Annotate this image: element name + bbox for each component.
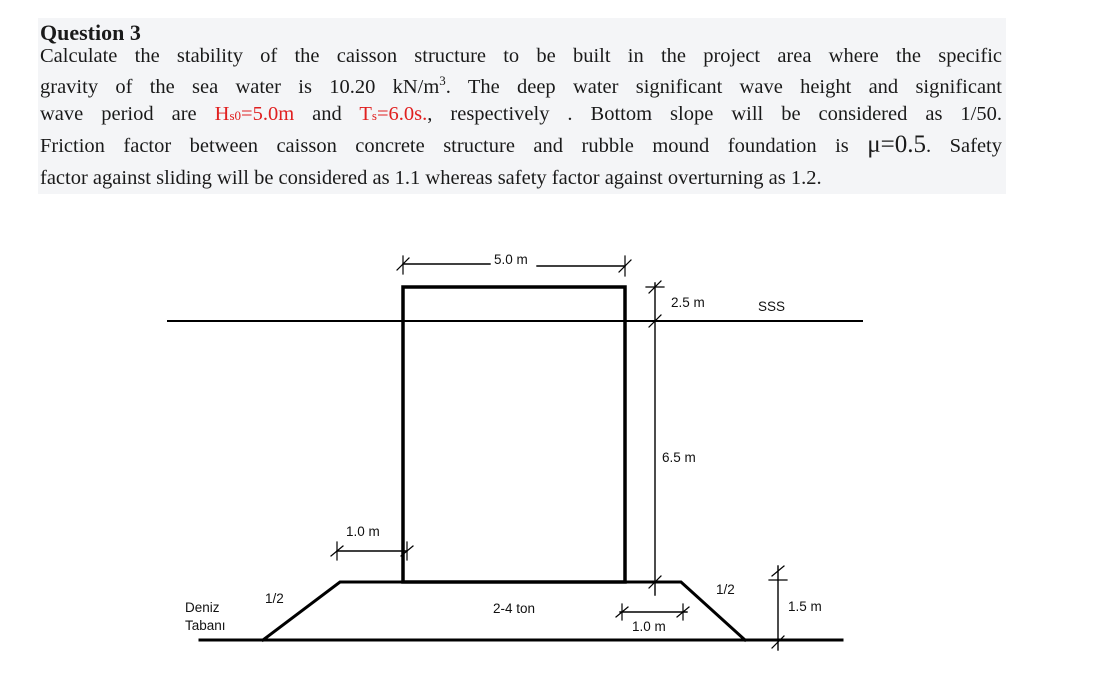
superscript-3: 3 <box>439 73 446 88</box>
friction-value: μ=0.5 <box>867 131 927 158</box>
text-fragment: . The deep water significant wave height and significant <box>445 75 1002 98</box>
berm-width-label: 1.0 m <box>346 524 380 539</box>
caisson-body <box>403 287 625 582</box>
slope-left-label: 1/2 <box>265 591 284 606</box>
depth-label: 6.5 m <box>662 450 696 465</box>
text-fragment: wave period are <box>40 103 215 125</box>
question-line-5: factor against sliding will be considered as 1.1 whereas safety factor against overturning as 1.2. <box>40 167 822 189</box>
text-fragment: gravity of the sea water is 10.20 kN/m <box>40 75 440 98</box>
toe-width-label: 1.0 m <box>632 619 666 634</box>
symbol-h: H <box>214 103 230 125</box>
text-fragment: and <box>294 103 360 125</box>
mound-stone-label: 2-4 ton <box>493 601 536 616</box>
sea-level-label: SSS <box>758 299 786 314</box>
slope-right-label: 1/2 <box>716 582 735 597</box>
subscript-s0: s0 <box>229 108 242 123</box>
hs0-value: =5.0m <box>241 103 295 125</box>
subscript-s: s <box>371 108 377 123</box>
text-fragment: . Safety <box>926 135 1002 157</box>
text-fragment: , respectively . Bottom slope will be considered as 1/50. <box>427 103 1002 125</box>
ts-value: =6.0s. <box>376 103 428 125</box>
symbol-t: T <box>359 103 372 125</box>
seabed-label-line1: Deniz <box>185 600 220 615</box>
freeboard-label: 2.5 m <box>671 295 705 310</box>
text-fragment: Friction factor between caisson concrete structure and rubble mound foundation is <box>40 135 868 157</box>
caisson-width-label: 5.0 m <box>494 252 528 267</box>
question-line-1: Calculate the stability of the caisson structure to be built in the project area where the specific <box>40 45 1002 67</box>
question-title: Question 3 <box>40 20 141 45</box>
seabed-label-line2: Tabanı <box>185 618 226 633</box>
mound-height-label: 1.5 m <box>788 599 822 614</box>
